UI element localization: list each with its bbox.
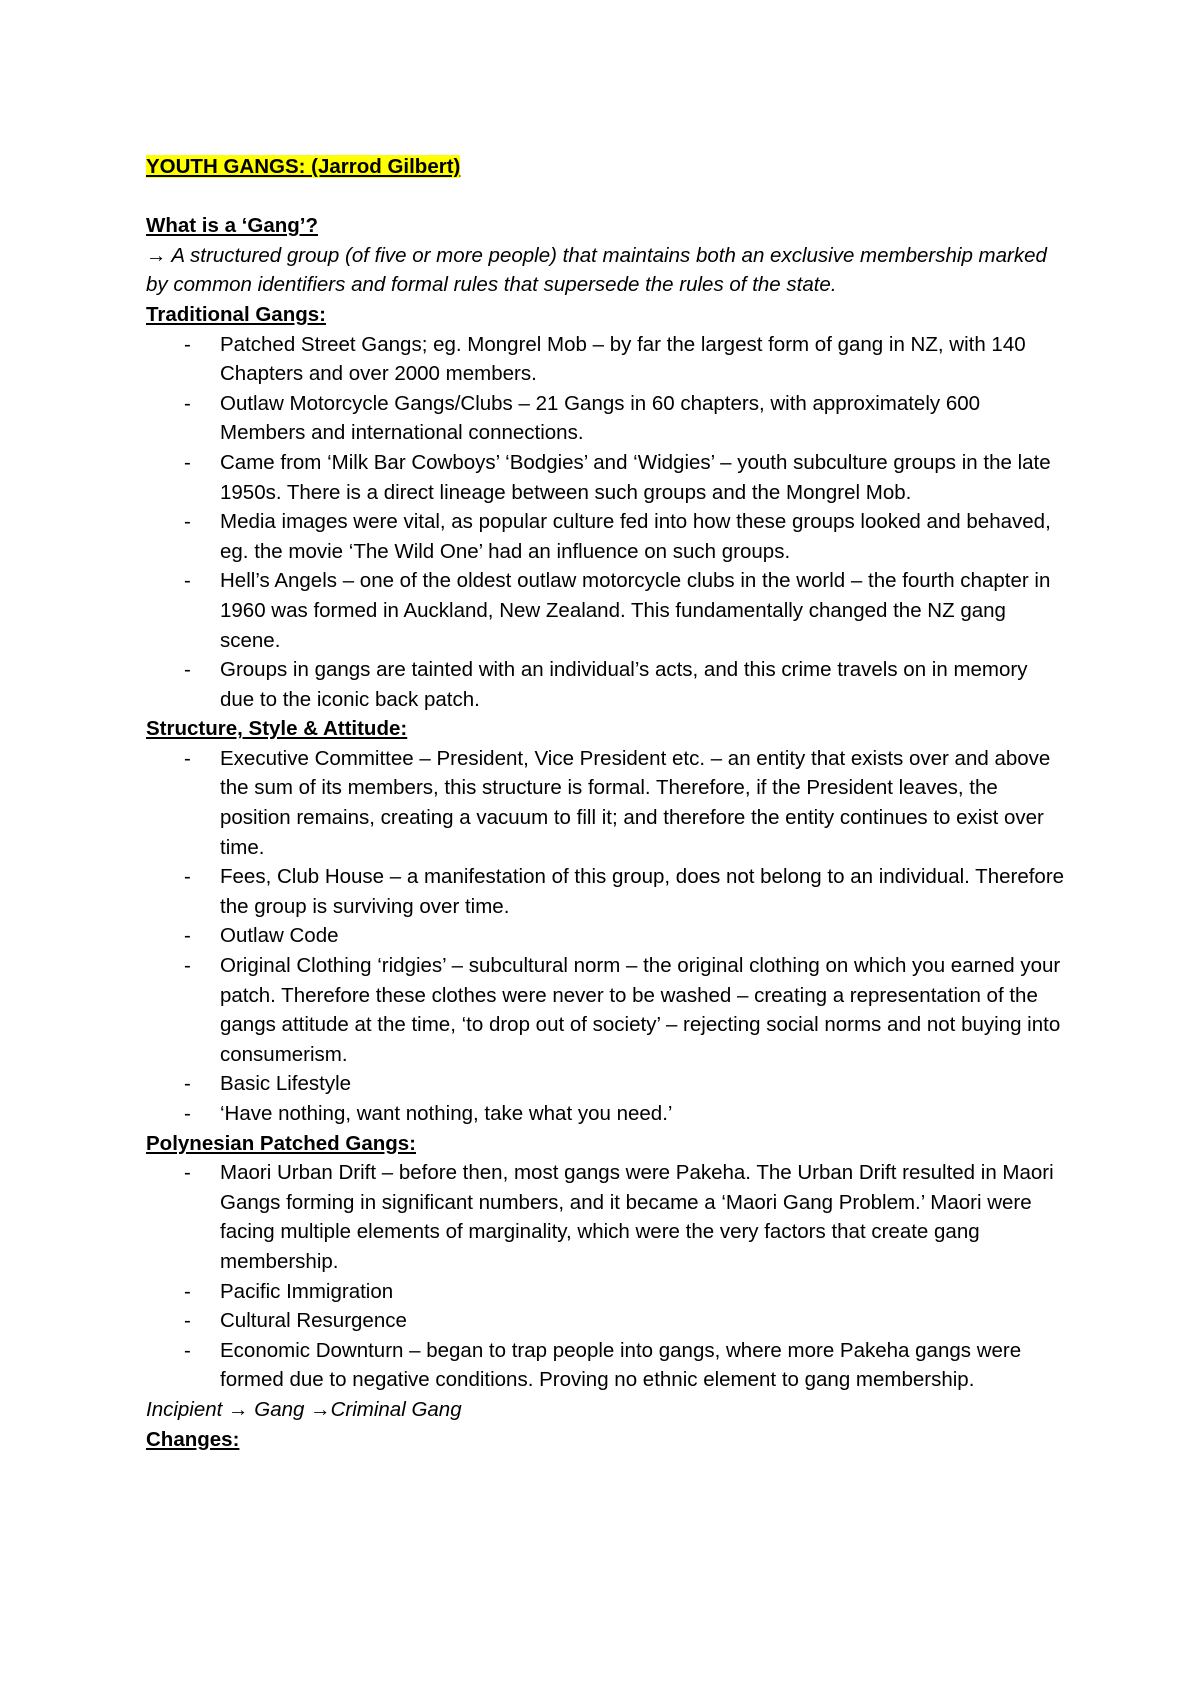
- dash-bullet: -: [184, 1072, 191, 1096]
- list-item: [146, 1099, 1066, 1129]
- list-item: [146, 655, 1066, 714]
- list-item: [146, 566, 1066, 655]
- list-item: [146, 507, 1066, 566]
- dash-bullet: -: [184, 954, 191, 978]
- list-item: [146, 1069, 1066, 1099]
- title-highlight: YOUTH GANGS: (Jarrod Gilbert): [146, 155, 461, 178]
- list-item: [146, 389, 1066, 448]
- list-item-text: Pacific Immigration: [220, 1279, 394, 1303]
- document-body: [146, 152, 1066, 1454]
- dash-bullet: -: [184, 1279, 191, 1303]
- list-item-text: Groups in gangs are tainted with an individual’s acts, and this crime travels on in memory due to the iconic back patch.: [220, 658, 1028, 711]
- list-item-text: Executive Committee – President, Vice President etc. – an entity that exists over and above the sum of its members, this structure is formal. Therefore, if the President leaves, the position remains, creating a vacuum to fill it; and therefore the entity continues to exist over time.: [220, 746, 1051, 859]
- list-item-text: Economic Downturn – began to trap people into gangs, where more Pakeha gangs were formed due to negative conditions. Proving no ethnic element to gang membership.: [220, 1338, 1022, 1392]
- list-item-text: Came from ‘Milk Bar Cowboys’ ‘Bodgies’ and ‘Widgies’ – youth subculture groups in the late 1950s. There is a direct lineage between such groups and the Mongrel Mob.: [220, 450, 1051, 504]
- polynesian-heading: Polynesian Patched Gangs:: [146, 1131, 416, 1155]
- dash-bullet: -: [184, 391, 191, 415]
- list-item-text: Fees, Club House – a manifestation of this group, does not belong to an individual. Therefore the group is surviving over time.: [220, 865, 1065, 918]
- list-item: [146, 1277, 1066, 1307]
- list-item: [146, 1336, 1066, 1395]
- list-item-text: Outlaw Code: [220, 924, 339, 948]
- dash-bullet: -: [184, 865, 191, 889]
- polynesian-list: [146, 1158, 1066, 1395]
- list-item: [146, 1306, 1066, 1336]
- dash-bullet: -: [184, 924, 191, 948]
- definition-text: → A structured group (of five or more people) that maintains both an exclusive membership marked by common identifiers and formal rules that supersede the rules of the state.: [146, 243, 1047, 297]
- list-item: [146, 921, 1066, 951]
- dash-bullet: -: [184, 658, 191, 682]
- definition-heading: What is a ‘Gang’?: [146, 214, 318, 238]
- list-item: [146, 1158, 1066, 1276]
- list-item: [146, 448, 1066, 507]
- list-item-text: Patched Street Gangs; eg. Mongrel Mob – by far the largest form of gang in NZ, with 140 Chapters and over 2000 members.: [220, 332, 1026, 386]
- list-item: [146, 744, 1066, 862]
- progression-line: Incipient → Gang →Criminal Gang: [146, 1397, 462, 1421]
- dash-bullet: -: [184, 1102, 191, 1125]
- dash-bullet: -: [184, 1161, 191, 1185]
- list-item-text: Basic Lifestyle: [220, 1072, 352, 1096]
- changes-heading: Changes:: [146, 1427, 240, 1451]
- list-item-text: Hell’s Angels – one of the oldest outlaw motorcycle clubs in the world – the fourth chapter in 1960 was formed in Auckland, New Zealand. This fundamentally changed the NZ gang scene.: [220, 569, 1051, 652]
- dash-bullet: -: [184, 746, 191, 770]
- list-item-text: Original Clothing ‘ridgies’ – subcultural norm – the original clothing on which you earned your patch. Therefore these clothes were never to be washed – creating a representation of the gangs attitude at the time, ‘to drop out of society’ – rejecting social norms and not buying into consumerism.: [220, 954, 1061, 1066]
- dash-bullet: -: [184, 450, 191, 474]
- document-title: [146, 152, 1066, 182]
- list-item-text: Cultural Resurgence: [220, 1309, 407, 1333]
- list-item: [146, 862, 1066, 921]
- dash-bullet: -: [184, 510, 191, 534]
- list-item-text: Media images were vital, as popular culture fed into how these groups looked and behaved, eg. the movie ‘The Wild One’ had an influence on such groups.: [220, 510, 1051, 563]
- list-item: [146, 951, 1066, 1069]
- structure-heading: Structure, Style & Attitude:: [146, 717, 408, 741]
- list-item-text: ‘Have nothing, want nothing, take what you need.’: [220, 1102, 673, 1125]
- structure-list: [146, 744, 1066, 1129]
- traditional-gangs-list: [146, 330, 1066, 715]
- list-item: [146, 330, 1066, 389]
- traditional-gangs-heading: Traditional Gangs:: [146, 302, 326, 326]
- list-item-text: Outlaw Motorcycle Gangs/Clubs – 21 Gangs in 60 chapters, with approximately 600 Members and international connections.: [220, 391, 981, 445]
- dash-bullet: -: [184, 569, 191, 593]
- blank-line: [146, 182, 1066, 212]
- dash-bullet: -: [184, 1338, 191, 1362]
- dash-bullet: -: [184, 332, 191, 356]
- dash-bullet: -: [184, 1309, 191, 1333]
- list-item-text: Maori Urban Drift – before then, most gangs were Pakeha. The Urban Drift resulted in Maori Gangs forming in significant numbers, and it became a ‘Maori Gang Problem.’ Maori were facing multiple elements of marginality, which were the very factors that create gang membership.: [220, 1161, 1054, 1273]
